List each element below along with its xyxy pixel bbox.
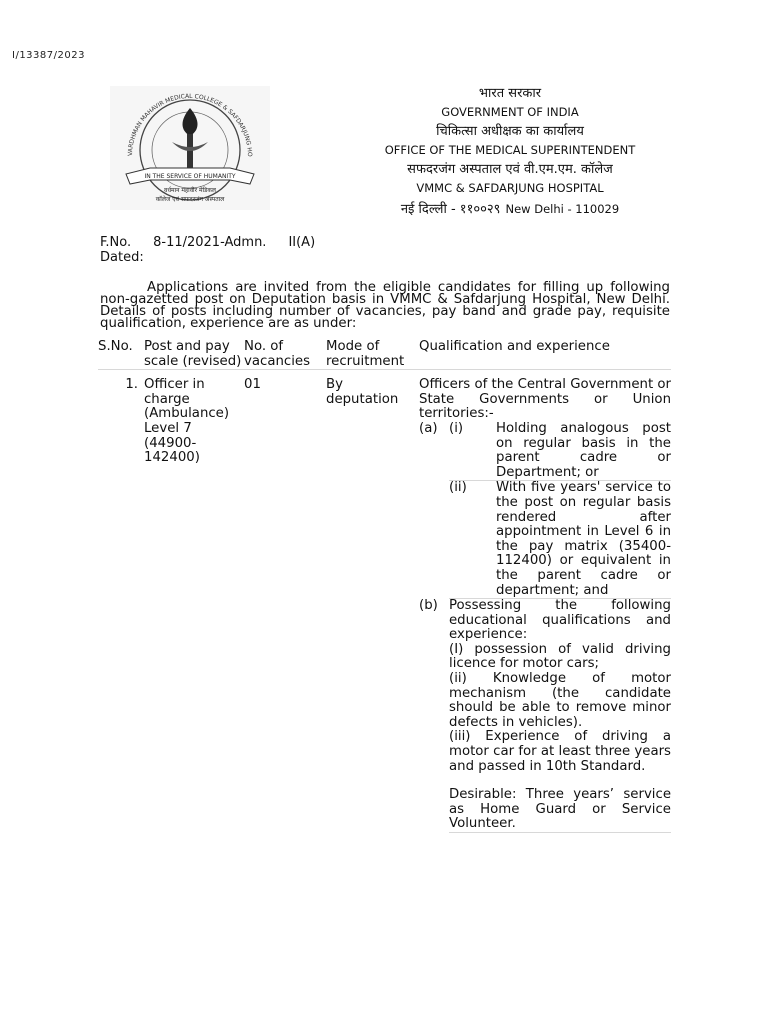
file-no-label: F.No. [100,235,132,250]
qual-b-intro: Possessing the following educational qualifications and experience: [449,598,671,643]
file-no-section: II(A) [288,235,316,250]
header-qualification: Qualification and experience [419,340,671,370]
header-hospital-english: VMMC & SAFDARJUNG HOSPITAL [416,181,604,195]
qual-intro: Officers of the Central Government or State Governments or Union territories:- [419,377,671,422]
row-qualification [419,370,671,833]
file-number-block [100,235,315,265]
emblem-ribbon-text: IN THE SERVICE OF HUMANITY [144,173,236,180]
table-header-row [98,340,671,370]
qual-b-block [449,599,671,833]
header-office-english: OFFICE OF THE MEDICAL SUPERINTENDENT [384,143,636,157]
header-govt-english: GOVERNMENT OF INDIA [441,105,579,119]
row-sno: 1. [125,377,138,393]
header-address-hindi: नई दिल्ली - ११००२९ [400,202,501,217]
emblem-graphic [110,86,270,210]
posts-table [98,340,671,833]
header-address-english: New Delhi - 110029 [505,202,620,216]
intro-paragraph: Applications are invited from the eligible candidates for filling up following non-gazetted post on Deputation basis in VMMC & Safdarjung Hospital, New Delhi. Details of posts including number of vacancies, pay band and grade pay, requisite qualification, experience are as under: [100,280,670,331]
qual-subtable [419,422,671,833]
row-vacancies: 01 [244,377,261,393]
header-post: Post and pay scale (revised) [144,340,244,370]
letterhead [310,84,710,219]
header-vacancies: No. of vacancies [244,340,326,370]
qual-a-label: (a) [419,420,438,436]
qual-a-ii-text: With five years' service to the post on regular basis rendered after appointment in Level 6 in the pay matrix (35400-112400) or equivalent in the parent cadre or department; and [496,480,671,598]
qual-a-ii-label: (ii) [449,481,496,599]
qual-b-label: (b) [419,597,438,613]
file-no-number: 8-11/2021-Admn. [153,235,267,250]
hospital-emblem [110,86,270,210]
row-mode: By deputation [326,377,399,407]
qual-b-item-3: (iii) Experience of driving a motor car for at least three years and passed in 10th Standard. [449,729,671,774]
header-office-hindi: चिकित्सा अधीक्षक का कार्यालय [436,124,584,139]
emblem-caption-line1: वर्धमान महावीर मेडिकल [163,187,217,194]
header-hospital-hindi: सफदरजंग अस्पताल एवं वी.एम.एम. कॉलेज [407,162,613,177]
emblem-caption-line2: कॉलेज एवं सफदरजंग अस्पताल [155,196,225,203]
emblem-ring-text: VARDHMAN MAHAVIR MEDICAL COLLEGE & SAFDARJUNG HO [126,92,254,157]
header-mode: Mode of recruitment [326,340,419,370]
header-govt-hindi: भारत सरकार [478,86,542,101]
file-reference: I/13387/2023 [12,50,85,61]
table-row [98,370,671,833]
qual-b-item-2: (ii) Knowledge of motor mechanism (the candidate should be able to remove minor defects in vehicles). [449,671,671,730]
qual-a-i-label: (i) [449,422,496,481]
qual-b-item-1: (I) possession of valid driving licence for motor cars; [449,641,671,672]
header-address [310,198,710,219]
header-sno: S.No. [98,340,144,370]
row-post: Officer in charge (Ambulance) Level 7 (44900-142400) [144,377,230,466]
qual-a-i-text: Holding analogous post on regular basis in the parent cadre or Department; or [496,420,671,480]
qual-desirable: Desirable: Three years’ service as Home Guard or Service Volunteer. [449,787,671,832]
dated-label: Dated: [100,250,144,265]
